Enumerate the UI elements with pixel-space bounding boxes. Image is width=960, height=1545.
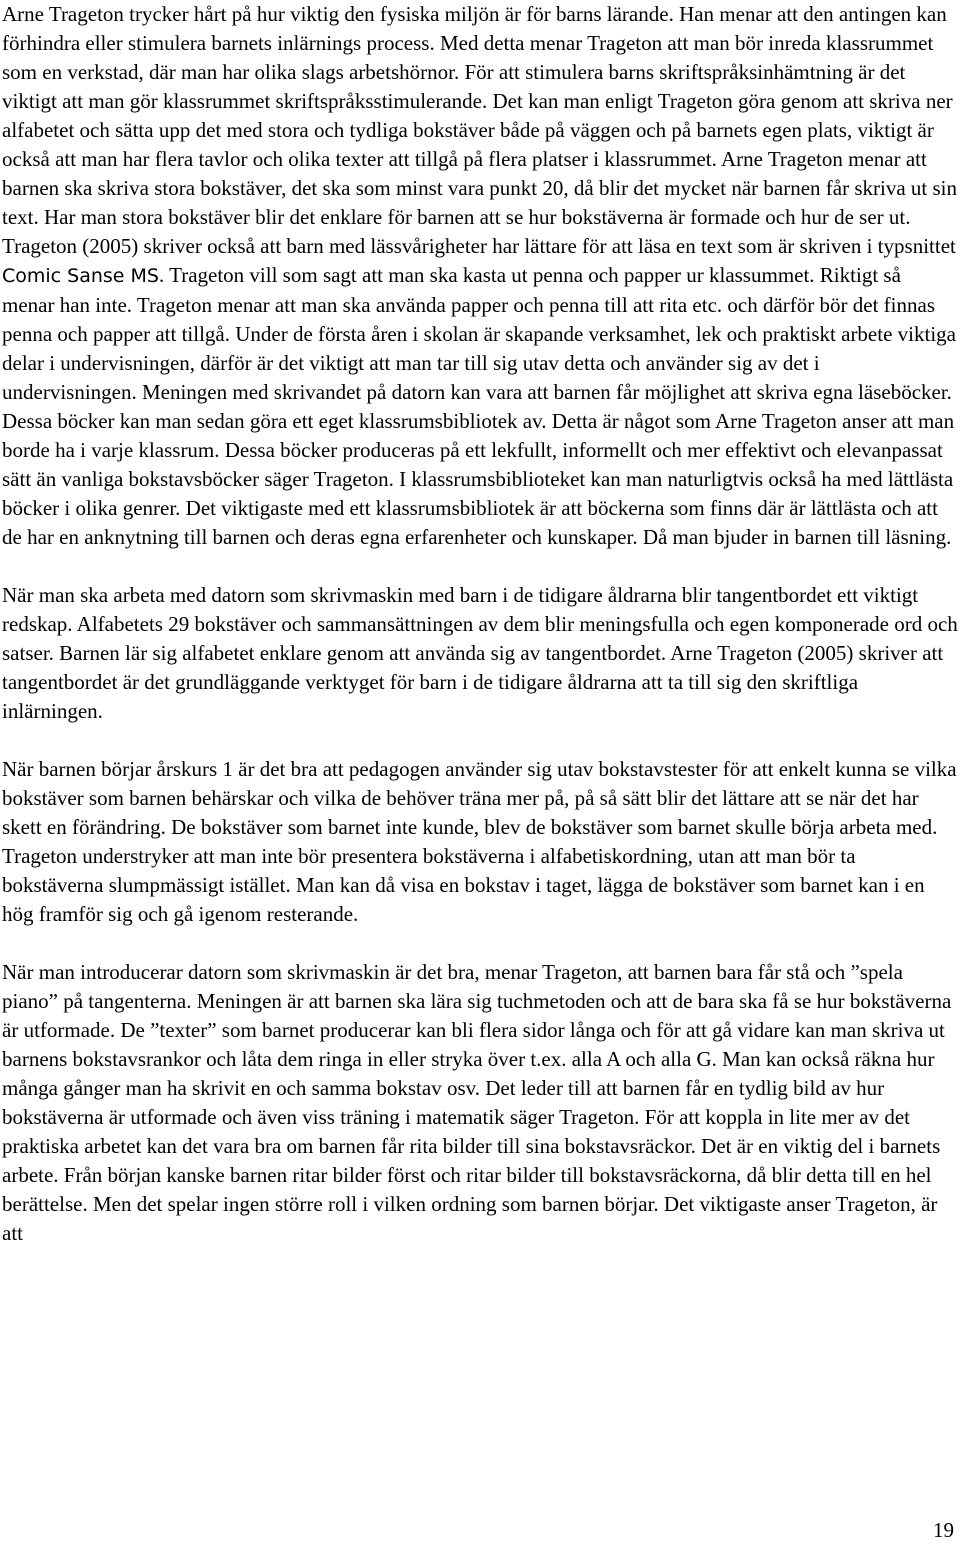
font-name-example: Comic Sanse MS bbox=[2, 265, 159, 287]
paragraph-2: När man ska arbeta med datorn som skrivmaskin med barn i de tidigare åldrarna blir tangentbordet ett viktigt redskap. Alfabetets 29 bokstäver och sammansättningen av dem blir meningsfulla och egen komponerade ord och satser. Barnen lär sig alfabetet enklare genom att använda sig av tangentbordet. Arne Trageton (2005) skriver att tangentbordet är det grundläggande verktyget för barn i de tidigare åldrarna att ta till sig den skriftliga inlärningen. bbox=[2, 583, 958, 723]
paragraph-3: När barnen börjar årskurs 1 är det bra att pedagogen använder sig utav bokstavstester för att enkelt kunna se vilka bokstäver som barnen behärskar och vilka de behöver träna mer på, på så sätt blir det lättare att se när det har skett en förändring. De bokstäver som barnet inte kunde, blev de bokstäver som barnet skulle börja arbeta med. Trageton understryker att man inte bör presentera bokstäverna i alfabetiskordning, utan att man bör ta bokstäverna slumpmässigt istället. Man kan då visa en bokstav i taget, lägga de bokstäver som barnet kan i en hög framför sig och gå igenom resterande. bbox=[2, 757, 957, 926]
paragraph-4: När man introducerar datorn som skrivmaskin är det bra, menar Trageton, att barnen bara får stå och ”spela piano” på tangenterna. Meningen är att barnen ska lära sig tuchmetoden och att de bara ska få se hur bokstäverna är utformade. De ”texter” som barnet producerar kan bli flera sidor långa och för att gå vidare kan man skriva ut barnens bokstavsrankor och låta dem ringa in eller stryka över t.ex. alla A och alla G. Man kan också räkna hur många gånger man ha skrivit en och samma bokstav osv. Det leder till att barnen får en tydlig bild av hur bokstäverna är utformade och även viss träning i matematik säger Trageton. För att koppla in lite mer av det praktiska arbetet kan det vara bra om barnen får rita bilder till sina bokstavsräckor. Det är en viktig del i barnets arbete. Från början kanske barnen ritar bilder först och ritar bilder till bokstavsräckorna, då blir detta till en hel berättelse. Men det spelar ingen större roll i vilken ordning som barnen börjar. Det viktigaste anser Trageton, är att bbox=[2, 960, 952, 1245]
paragraph-1-text-end: . Trageton vill som sagt att man ska kasta ut penna och papper ur klassummet. Riktigt så menar han inte. Trageton menar att man ska använda papper och penna till att rita etc. och därför bör det finnas penna och papper att tillgå. Under de första åren i skolan är skapande verksamhet, lek och praktiskt arbete viktiga delar i undervisningen, därför är det viktigt att man tar till sig utav detta och använder sig av det i undervisningen. Meningen med skrivandet på datorn kan vara att barnen får möjlighet att skriva egna läseböcker. Dessa böcker kan man sedan göra ett eget klassrumsbibliotek av. Detta är något som Arne Trageton anser att man borde ha i varje klassrum. Dessa böcker produceras på ett lekfullt, informellt och mer effektivt och elevanpassat sätt än vanliga bokstavsböcker säger Trageton. I klassrumsbiblioteket kan man naturligtvis också ha med lättlästa böcker i olika genrer. Det viktigaste med ett klassrumsbibliotek är att böckerna som finns där är lättlästa och att de har en anknytning till barnen och deras egna erfarenheter och kunskaper. Då man bjuder in barnen till läsning. bbox=[2, 263, 956, 549]
paragraph-1-text-start: Arne Trageton trycker hårt på hur viktig den fysiska miljön är för barns lärande. Han menar att den antingen kan förhindra eller stimulera barnets inlärnings process. Med detta menar Trageton att man bör inreda klassrummet som en verkstad, där man har olika slags arbetshörnor. För att stimulera barns skriftspråksinhämtning är det viktigt att man gör klassrummet skriftspråksstimulerande. Det kan man enligt Trageton göra genom att skriva ner alfabetet och sätta upp det med stora och tydliga bokstäver både på väggen och på barnets egen plats, viktigt är också att man har flera tavlor och olika texter att tillgå på flera platser i klassrummet. Arne Trageton menar att barnen ska skriva stora bokstäver, det ska som minst vara punkt 20, då blir det mycket när barnen får skriva ut sin text. Har man stora bokstäver blir det enklare för barnen att se hur bokstäverna är formade och hur de ser ut. Trageton (2005) skriver också att barn med lässvårigheter har lättare för att läsa en text som är skriven i typsnittet bbox=[2, 2, 957, 258]
body-text bbox=[2, 0, 958, 1277]
paragraph-1 bbox=[2, 0, 958, 552]
page-number: 19 bbox=[933, 1518, 954, 1542]
